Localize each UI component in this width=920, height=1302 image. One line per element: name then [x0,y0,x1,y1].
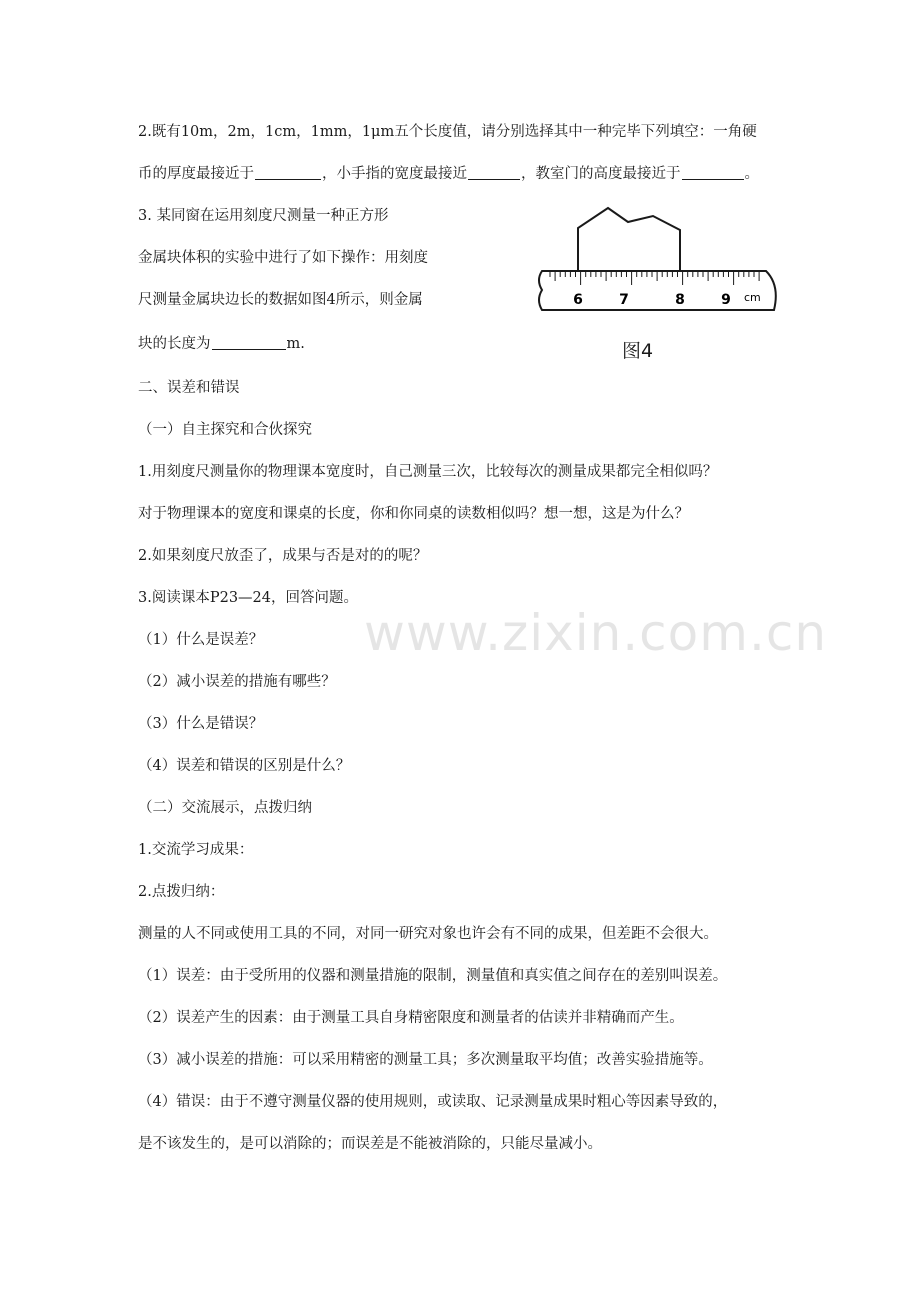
definition-3: （3）减小误差的措施：可以采用精密的测量工具；多次测量取平均值；改善实验措施等。 [138,1052,713,1068]
definition-1: （1）误差：由于受所用的仪器和测量措施的限制，测量值和真实值之间存在的差别叫误差。 [138,968,728,984]
blank-coin-thickness[interactable] [255,165,321,180]
definition-4b: 是不该发生的，是可以消除的；而误差是不能被消除的，只能尽量减小。 [138,1136,602,1152]
figure-caption: 图4 [622,340,654,362]
summary-intro: 测量的人不同或使用工具的不同，对同一研究对象也许会有不同的成果，但差距不会很大。 [138,926,718,942]
q3-line-1: 3. 某同窗在运用刻度尺测量一种正方形 [138,208,389,224]
paragraph-2: 2.如果刻度尺放歪了，成果与否是对的的呢？ [138,548,428,564]
paragraph-1: 1.用刻度尺测量你的物理课本宽度时，自己测量三次，比较每次的测量成果都完全相似吗？ [138,464,718,480]
ruler-figure [528,200,788,365]
question-d: （4）误差和错误的区别是什么？ [138,758,351,774]
blank-door-height[interactable] [682,165,744,180]
q2-text-c: ，教室门的高度最接近于 [521,166,681,182]
unit-label: cm [744,291,761,304]
watermark: www.zixin.com.cn [364,604,828,662]
tick-label-8: 8 [675,292,685,308]
subsection-1-heading: （一）自主探究和合伙探究 [138,422,312,438]
q2-text-b: ，小手指的宽度最接近 [322,166,467,182]
summary-2: 2.点拨归纳： [138,884,225,900]
section-heading: 二、误差和错误 [138,380,240,396]
blank-block-length[interactable] [212,335,286,350]
q3-line-4 [138,334,305,354]
ruler-diagram [528,200,788,365]
metal-block [578,208,680,271]
q3-text-a: 块的长度为 [138,336,211,352]
q2-text-a: 币的厚度最接近于 [138,166,254,182]
q2-line-2 [138,164,759,184]
paragraph-3: 3.阅读课本P23—24，回答问题。 [138,590,358,606]
q3-line-3: 尺测量金属块边长的数据如图4所示，则金属 [138,292,423,308]
question-a: （1）什么是误差？ [138,632,264,648]
question-b: （2）减小误差的措施有哪些？ [138,674,336,690]
summary-1: 1.交流学习成果： [138,842,254,858]
tick-label-7: 7 [619,292,629,308]
q3-text-b: m. [286,336,305,352]
tick-label-6: 6 [573,292,583,308]
q2-line-1: 2.既有10m，2m，1cm，1mm，1μm五个长度值，请分别选择其中一种完毕下列填空：一角硬 [138,124,757,140]
paragraph-1b: 对于物理课本的宽度和课桌的长度，你和你同桌的读数相似吗？想一想，这是为什么？ [138,506,689,522]
definition-4: （4）错误：由于不遵守测量仪器的使用规则，或读取、记录测量成果时粗心等因素导致的， [138,1094,728,1110]
tick-label-9: 9 [721,292,731,308]
definition-2: （2）误差产生的因素：由于测量工具自身精密限度和测量者的估读并非精确而产生。 [138,1010,684,1026]
q3-line-2: 金属块体积的实验中进行了如下操作：用刻度 [138,250,428,266]
subsection-2-heading: （二）交流展示，点拨归纳 [138,800,312,816]
blank-finger-width[interactable] [468,165,520,180]
question-c: （3）什么是错误？ [138,716,264,732]
q2-text-end: 。 [744,166,759,182]
